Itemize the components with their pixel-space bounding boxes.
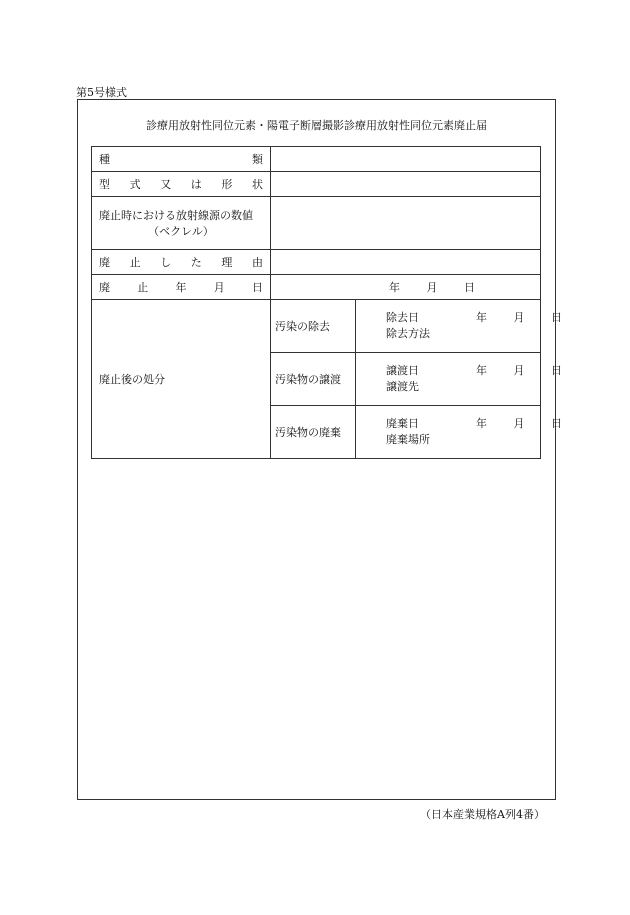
row-disposal-removal	[92, 300, 541, 353]
field-model[interactable]	[271, 172, 541, 197]
row-kind	[92, 147, 541, 172]
label-reason: 廃 止 し た 理 由	[92, 250, 271, 275]
label-kind: 種 類	[92, 147, 271, 172]
disposal-item-field[interactable]: 譲渡日 譲渡先 年 月 日	[356, 353, 541, 406]
disposal-item-name: 汚染物の廃棄	[271, 406, 356, 459]
field-activity[interactable]	[271, 197, 541, 250]
disposal-item-field[interactable]: 除去日 除去方法 年 月 日	[356, 300, 541, 353]
paper-size-note: （日本産業規格A列4番）	[420, 808, 545, 821]
row-model	[92, 172, 541, 197]
form-table	[91, 146, 562, 459]
label-model: 型 式 又 は 形 状	[92, 172, 271, 197]
row-date	[92, 275, 541, 300]
form-number: 第5号様式	[76, 86, 127, 99]
disposal-item-name: 汚染物の譲渡	[271, 353, 356, 406]
disposal-item-name: 汚染の除去	[271, 300, 356, 353]
field-reason[interactable]	[271, 250, 541, 275]
form-frame	[77, 99, 562, 800]
field-kind[interactable]	[271, 147, 541, 172]
row-reason	[92, 250, 541, 275]
form-title: 診療用放射性同位元素・陽電子断層撮影診療用放射性同位元素廃止届	[146, 119, 487, 132]
label-activity: 廃止時における放射線源の数値 （ベクレル）	[92, 197, 271, 250]
row-activity	[92, 197, 541, 250]
disposal-item-field[interactable]: 廃棄日 廃棄場所 年 月 日	[356, 406, 541, 459]
field-date[interactable]	[271, 275, 541, 300]
label-disposal: 廃止後の処分	[92, 300, 271, 459]
date-ymd: 年 月 日	[389, 281, 475, 294]
label-date: 廃 止 年 月 日	[92, 275, 271, 300]
